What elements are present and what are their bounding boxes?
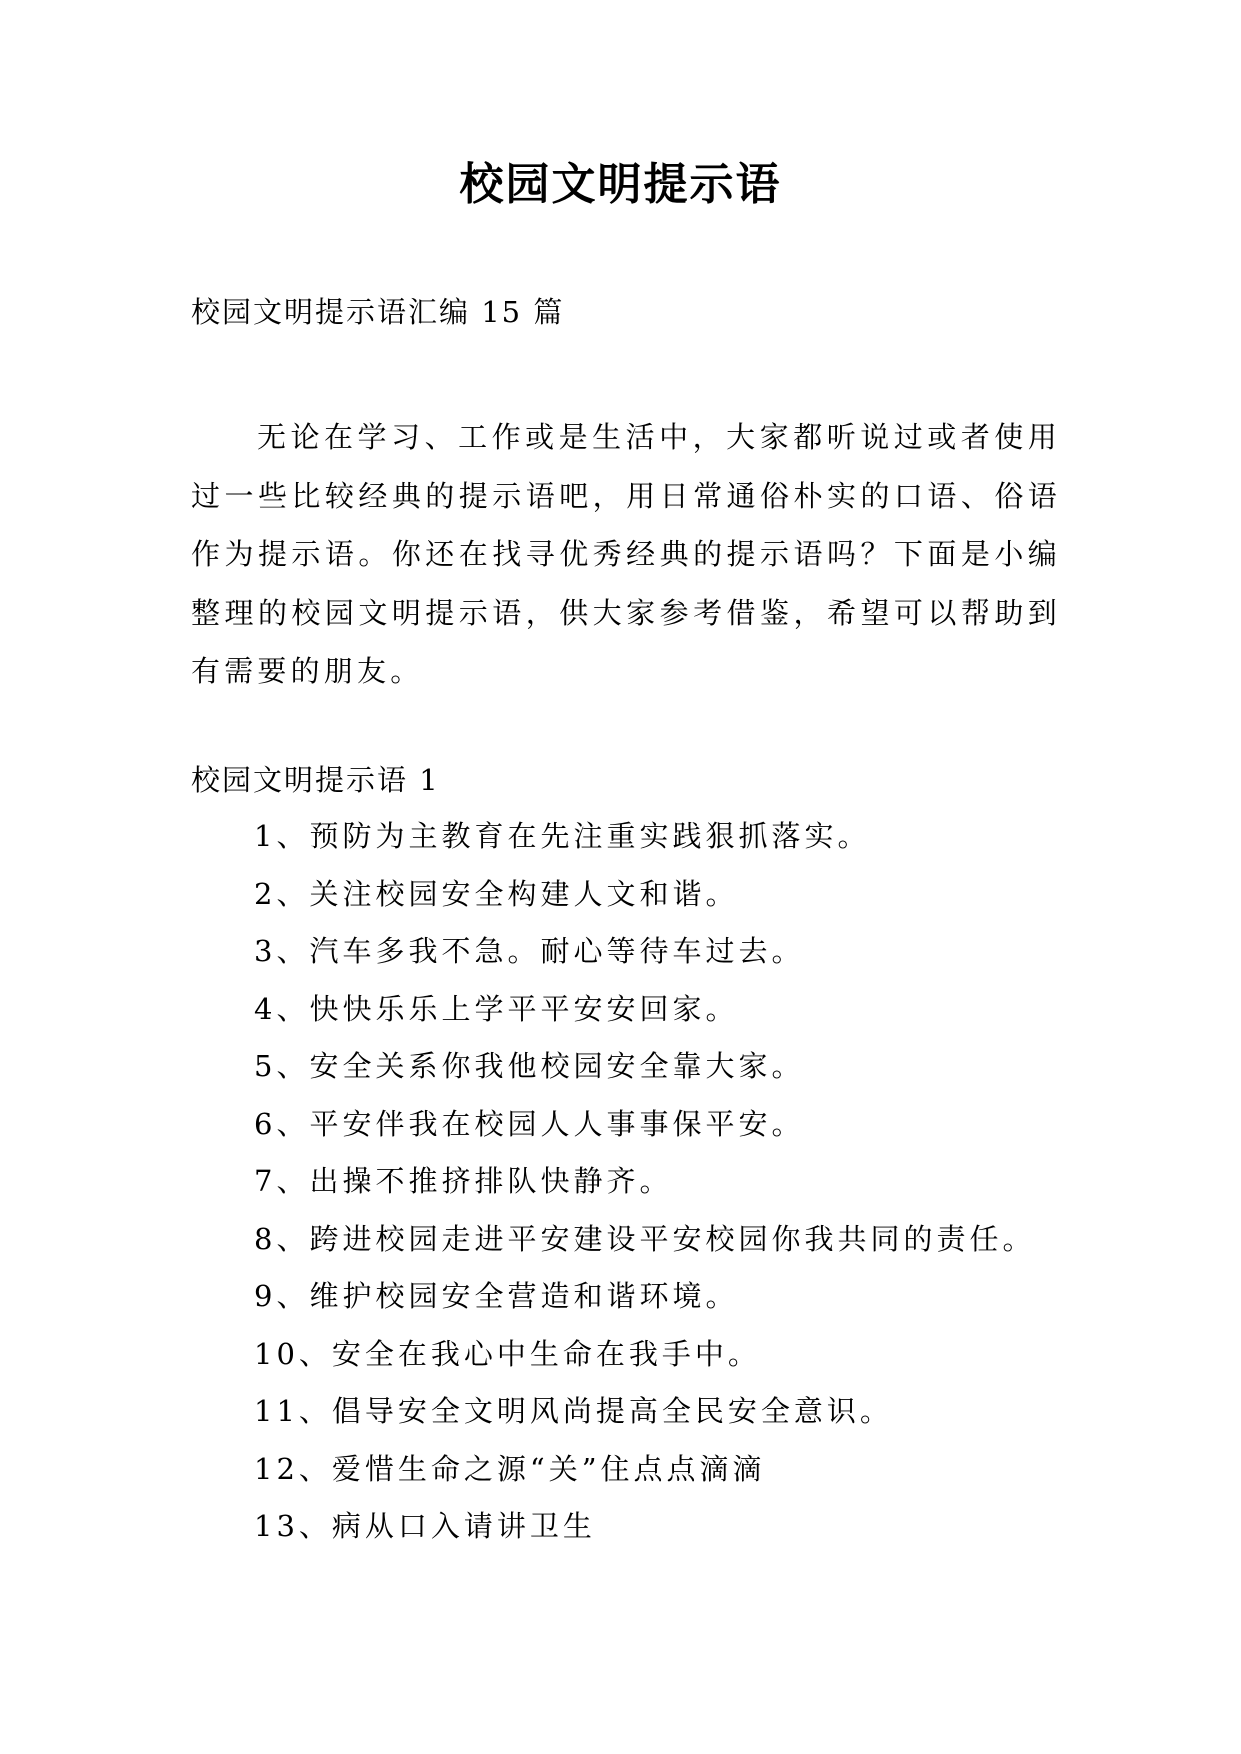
list-item: 3、汽车多我不急。耐心等待车过去。 [254,934,805,968]
slogan-list [254,816,1035,1564]
page-title: 校园文明提示语 [459,159,782,210]
section-title: 校园文明提示语 1 [191,763,440,797]
document-subtitle: 校园文明提示语汇编 15 篇 [191,295,565,329]
list-item: 4、快快乐乐上学平平安安回家。 [254,991,739,1026]
intro-paragraph: 无论在学习、工作或是生活中，大家都听说过或者使用过一些比较经典的提示语吧，用日常通俗朴实的口语、俗语作为提示语。你还在找寻优秀经典的提示语吗？下面是小编整理的校园文明提示语，供大家参考借鉴，希望可以帮助到有需要的朋友。 [191,420,1061,688]
list-item: 1、预防为主教育在先注重实践狠抓落实。 [254,819,871,853]
list-item: 2、关注校园安全构建人文和谐。 [254,876,739,911]
list-item: 6、平安伴我在校园人人事事保平安。 [254,1106,805,1141]
list-item: 9、维护校园安全营造和谐环境。 [254,1279,739,1313]
list-item: 12、爱惜生命之源“关”住点点滴滴 [254,1451,766,1486]
list-item: 11、倡导安全文明风尚提高全民安全意识。 [254,1394,893,1428]
list-item: 7、出操不推挤排队快静齐。 [254,1164,673,1198]
list-item: 5、安全关系你我他校园安全靠大家。 [254,1049,805,1083]
list-item: 13、病从口入请讲卫生 [254,1509,596,1543]
list-item: 10、安全在我心中生命在我手中。 [254,1336,761,1371]
list-item: 8、跨进校园走进平安建设平安校园你我共同的责任。 [254,1221,1036,1256]
